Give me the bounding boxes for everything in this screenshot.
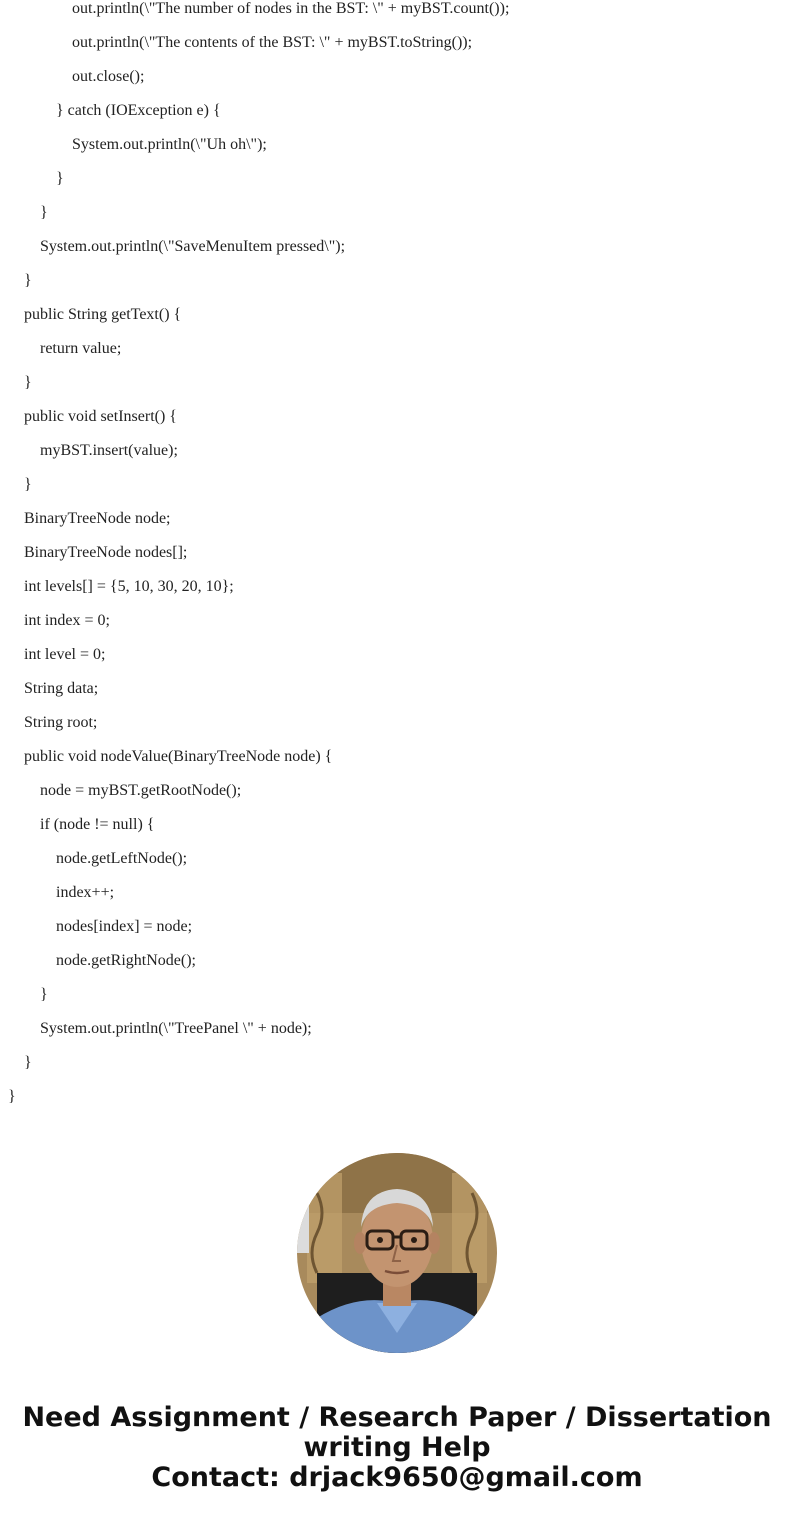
code-line-text: out.close();: [72, 68, 145, 85]
code-line: [0, 876, 794, 910]
code-line: [0, 808, 794, 842]
code-line-text: String root;: [24, 714, 98, 731]
code-line: [0, 842, 794, 876]
code-line: [0, 264, 794, 298]
code-line: [0, 468, 794, 502]
code-line: [0, 1046, 794, 1080]
code-line: [0, 638, 794, 672]
code-line-text: System.out.println(\"TreePanel \" + node);: [40, 1020, 312, 1037]
code-line: [0, 740, 794, 774]
code-line-text: public void nodeValue(BinaryTreeNode node) {: [24, 748, 333, 765]
code-line-text: }: [24, 1054, 32, 1071]
code-line: [0, 774, 794, 808]
promo-line-2: writing Help: [303, 1432, 491, 1463]
code-line-text: out.println(\"The number of nodes in the BST: \" + myBST.count());: [72, 0, 510, 17]
code-line: [0, 1080, 794, 1114]
code-line: [0, 60, 794, 94]
code-line: [0, 1012, 794, 1046]
code-line-text: }: [24, 374, 32, 391]
code-line-text: int level = 0;: [24, 646, 106, 663]
promo-banner: [0, 1403, 794, 1493]
code-line: [0, 502, 794, 536]
code-line: [0, 26, 794, 60]
code-line-text: nodes[index] = node;: [56, 918, 193, 935]
code-line-text: myBST.insert(value);: [40, 442, 178, 459]
code-line: [0, 298, 794, 332]
code-line: [0, 196, 794, 230]
code-line-text: public void setInsert() {: [24, 408, 177, 425]
code-line: [0, 434, 794, 468]
code-line: [0, 162, 794, 196]
code-line: [0, 570, 794, 604]
code-line-text: String data;: [24, 680, 99, 697]
code-line-text: BinaryTreeNode nodes[];: [24, 544, 188, 561]
code-line: [0, 94, 794, 128]
code-line-text: }: [8, 1088, 16, 1105]
code-line-text: System.out.println(\"SaveMenuItem pressed\");: [40, 238, 346, 255]
code-line-text: int index = 0;: [24, 612, 110, 629]
promo-line-3: Contact: drjack9650@gmail.com: [151, 1462, 643, 1493]
author-avatar: [297, 1153, 497, 1353]
code-line-text: node.getRightNode();: [56, 952, 196, 969]
code-line-text: BinaryTreeNode node;: [24, 510, 171, 527]
code-line: [0, 128, 794, 162]
code-line-text: }: [40, 204, 48, 221]
code-line-text: }: [24, 476, 32, 493]
portrait-image: [297, 1153, 497, 1353]
code-line: [0, 706, 794, 740]
code-line: [0, 230, 794, 264]
code-line: [0, 536, 794, 570]
code-line-text: public String getText() {: [24, 306, 182, 323]
code-line: [0, 366, 794, 400]
code-line-text: }: [40, 986, 48, 1003]
code-line-text: index++;: [56, 884, 115, 901]
code-line: [0, 0, 794, 26]
code-line: [0, 400, 794, 434]
code-line: [0, 944, 794, 978]
code-line: [0, 978, 794, 1012]
code-line-text: int levels[] = {5, 10, 30, 20, 10};: [24, 578, 234, 595]
code-line: [0, 604, 794, 638]
code-line-text: out.println(\"The contents of the BST: \" + myBST.toString());: [72, 34, 473, 51]
code-line-text: node.getLeftNode();: [56, 850, 188, 867]
code-line-text: }: [56, 170, 64, 187]
code-line-text: if (node != null) {: [40, 816, 155, 833]
code-line: [0, 910, 794, 944]
code-line: [0, 332, 794, 366]
code-line-text: }: [24, 272, 32, 289]
code-line-text: } catch (IOException e) {: [56, 102, 221, 119]
code-line-text: return value;: [40, 340, 122, 357]
code-line: [0, 672, 794, 706]
code-line-text: System.out.println(\"Uh oh\");: [72, 136, 267, 153]
promo-line-1: Need Assignment / Research Paper / Dissertation: [22, 1402, 772, 1433]
code-line-text: node = myBST.getRootNode();: [40, 782, 242, 799]
